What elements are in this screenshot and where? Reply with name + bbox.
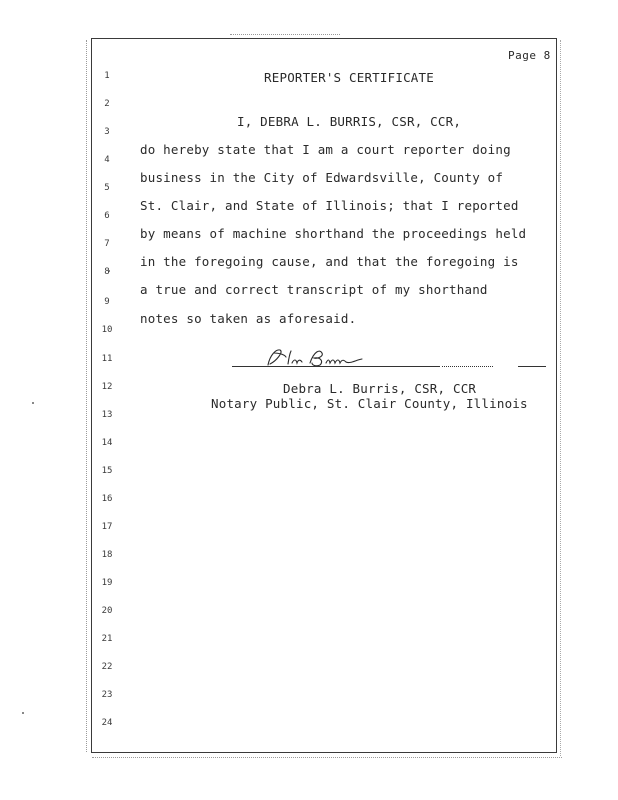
line-number: 16 bbox=[101, 494, 113, 504]
certificate-line-6: in the foregoing cause, and that the foregoing is bbox=[140, 254, 519, 269]
line-number: 14 bbox=[101, 438, 113, 448]
line-number: 23 bbox=[101, 690, 113, 700]
handwritten-signature bbox=[262, 345, 374, 371]
line-number: 13 bbox=[101, 410, 113, 420]
line-number: 1 bbox=[104, 71, 110, 81]
scan-artifact-bottom bbox=[92, 757, 562, 760]
certificate-line-3: business in the City of Edwardsville, County of bbox=[140, 170, 504, 185]
line-number: 5 bbox=[104, 183, 110, 193]
line-number: 4 bbox=[104, 155, 110, 165]
certificate-line-5: by means of machine shorthand the proceedings held bbox=[140, 226, 527, 241]
line-number: 20 bbox=[101, 606, 113, 616]
signature-line-gap bbox=[440, 366, 496, 367]
scan-speck bbox=[32, 402, 34, 404]
certificate-title: REPORTER'S CERTIFICATE bbox=[264, 70, 434, 85]
line-number: 24 bbox=[101, 718, 113, 728]
line-number: 8 bbox=[104, 267, 110, 277]
line-number: 7 bbox=[104, 239, 110, 249]
line-number: 9 bbox=[104, 297, 110, 307]
page-number: Page 8 bbox=[508, 49, 551, 62]
line-number: 3 bbox=[104, 127, 110, 137]
line-number: 19 bbox=[101, 578, 113, 588]
certificate-line-4: St. Clair, and State of Illinois; that I reported bbox=[140, 198, 519, 213]
line-number: 10 bbox=[101, 325, 113, 335]
certificate-line-2: do hereby state that I am a court reporter doing bbox=[140, 142, 511, 157]
line-number: 11 bbox=[101, 354, 113, 364]
certificate-line-7: a true and correct transcript of my shorthand bbox=[140, 282, 488, 297]
scan-artifact-top bbox=[230, 34, 340, 37]
signer-title: Notary Public, St. Clair County, Illinois bbox=[211, 396, 528, 411]
line-number: 17 bbox=[101, 522, 113, 532]
signer-name: Debra L. Burris, CSR, CCR bbox=[283, 381, 477, 396]
scan-artifact-left bbox=[86, 40, 89, 752]
certificate-line-8: notes so taken as aforesaid. bbox=[140, 311, 357, 326]
line-number: 22 bbox=[101, 662, 113, 672]
line-number: 6 bbox=[104, 211, 110, 221]
scan-speck bbox=[22, 712, 24, 714]
line-number: 2 bbox=[104, 99, 110, 109]
line-number: 18 bbox=[101, 550, 113, 560]
certificate-line-1: I, DEBRA L. BURRIS, CSR, CCR, bbox=[237, 114, 462, 129]
line-number: 21 bbox=[101, 634, 113, 644]
line-number: 12 bbox=[101, 382, 113, 392]
signature-line-end bbox=[518, 366, 546, 367]
line-number: 15 bbox=[101, 466, 113, 476]
scan-artifact-right bbox=[560, 40, 563, 756]
